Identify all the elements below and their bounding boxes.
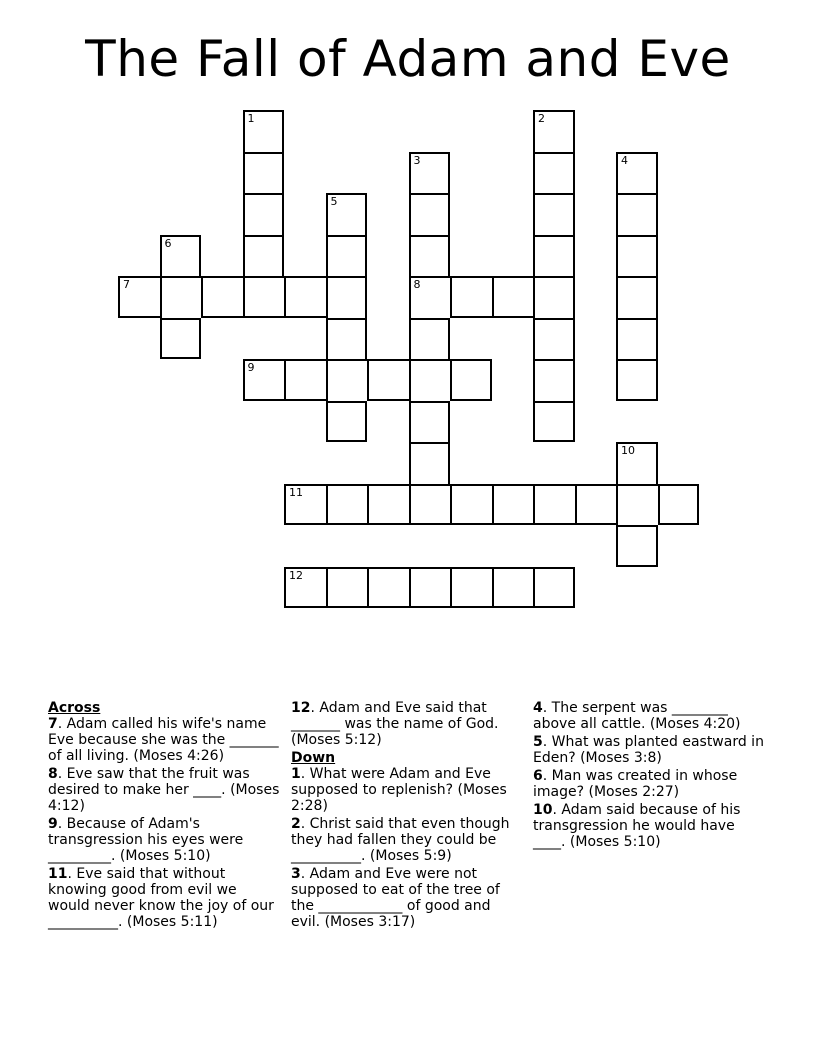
grid-cell[interactable] — [533, 276, 575, 318]
grid-cell[interactable] — [409, 484, 451, 526]
grid-cell[interactable] — [118, 276, 160, 318]
cell-number: 4 — [621, 153, 628, 167]
grid-cell[interactable] — [326, 359, 368, 401]
grid-cell[interactable] — [450, 484, 492, 526]
down-heading: Down — [291, 750, 336, 766]
clue-down-4: 4. The serpent was ________ above all cattle. (Moses 4:20) — [533, 700, 741, 732]
clue-number: 3 — [291, 866, 301, 882]
grid-cell[interactable] — [160, 318, 202, 360]
grid-cell[interactable] — [616, 235, 658, 277]
grid-cell[interactable] — [243, 359, 285, 401]
grid-cell[interactable] — [326, 484, 368, 526]
clue-text: Because of Adam's transgression his eyes were _________. (Moses 5:10) — [48, 816, 244, 864]
cell-number: 6 — [164, 236, 172, 250]
clue-down-1: 1. What were Adam and Eve supposed to replenish? (Moses 2:28) — [291, 766, 507, 814]
clue-number: 10 — [533, 802, 553, 818]
clue-down-5: 5. What was planted eastward in Eden? (Moses 3:8) — [533, 734, 764, 766]
clue-across-7: 7. Adam called his wife's name Eve because she was the _______ of all living. (Moses 4:26) — [48, 716, 279, 764]
clue-text: Eve saw that the fruit was desired to make her ____. (Moses 4:12) — [48, 766, 280, 814]
cell-number: 8 — [413, 278, 421, 291]
grid-cell[interactable] — [243, 235, 285, 277]
grid-cell[interactable] — [450, 359, 492, 401]
grid-cell[interactable] — [533, 318, 575, 360]
grid-cell[interactable] — [284, 276, 326, 318]
clue-text: What were Adam and Eve supposed to replenish? (Moses 2:28) — [291, 766, 507, 814]
grid-cell[interactable] — [409, 442, 451, 484]
grid-cell[interactable] — [533, 567, 575, 609]
grid-cell[interactable] — [367, 484, 409, 526]
grid-cell[interactable] — [616, 484, 658, 526]
clue-down-2: 2. Christ said that even though they had fallen they could be __________. (Moses 5:9) — [291, 816, 510, 864]
grid-cell[interactable] — [616, 193, 658, 235]
grid-cell[interactable] — [326, 193, 368, 235]
cell-number: 11 — [289, 485, 303, 499]
grid-cell[interactable] — [616, 152, 658, 194]
clue-text: Eve said that without knowing good from evil we would never know the joy of our __________. (Moses 5:11) — [48, 866, 274, 930]
clue-across-8: 8. Eve saw that the fruit was desired to make her ____. (Moses 4:12) — [48, 766, 280, 814]
grid-cell[interactable] — [326, 276, 368, 318]
grid-cell[interactable] — [409, 359, 451, 401]
cell-number: 2 — [538, 112, 545, 125]
grid-cell[interactable] — [492, 567, 534, 609]
clue-text: Man was created in whose image? (Moses 2:27) — [533, 768, 738, 800]
grid-cell[interactable] — [409, 401, 451, 443]
clue-column-1 — [48, 700, 280, 932]
clue-number: 6 — [533, 768, 543, 784]
grid-cell[interactable] — [492, 276, 534, 318]
cell-number: 9 — [247, 361, 255, 374]
grid-cell[interactable] — [616, 318, 658, 360]
clue-across-9: 9. Because of Adam's transgression his eyes were _________. (Moses 5:10) — [48, 816, 244, 864]
grid-cell[interactable] — [160, 276, 202, 318]
grid-cell[interactable] — [658, 484, 700, 526]
grid-cell[interactable] — [533, 484, 575, 526]
clue-text: Adam called his wife's name Eve because she was the _______ of all living. (Moses 4:26) — [48, 716, 279, 764]
clue-number: 4 — [533, 700, 543, 716]
grid-cell[interactable] — [243, 152, 285, 194]
clue-number: 11 — [48, 866, 68, 882]
grid-cell[interactable] — [409, 276, 451, 318]
grid-cell[interactable] — [409, 567, 451, 609]
grid-cell[interactable] — [326, 567, 368, 609]
grid-cell[interactable] — [326, 235, 368, 277]
clue-down-10: 10. Adam said because of his transgression he would have ____. (Moses 5:10) — [533, 802, 741, 850]
clue-number: 12 — [291, 700, 311, 716]
grid-cell[interactable] — [533, 193, 575, 235]
grid-cell[interactable] — [409, 152, 451, 194]
grid-cell[interactable] — [533, 110, 575, 152]
clue-number: 5 — [533, 734, 543, 750]
grid-cell[interactable] — [616, 442, 658, 484]
clue-across-11: 11. Eve said that without knowing good from evil we would never know the joy of our __________. (Moses 5:11) — [48, 866, 274, 930]
clue-down-3: 3. Adam and Eve were not supposed to eat of the tree of the ____________ of good and evil. (Moses 3:17) — [291, 866, 500, 930]
grid-cell[interactable] — [492, 484, 534, 526]
grid-cell[interactable] — [243, 110, 285, 152]
grid-cell[interactable] — [409, 235, 451, 277]
clue-number: 1 — [291, 766, 301, 782]
cell-number: 1 — [247, 112, 255, 125]
grid-cell[interactable] — [616, 276, 658, 318]
clue-text: Adam and Eve said that _______ was the name of God. (Moses 5:12) — [291, 700, 499, 748]
grid-cell[interactable] — [160, 235, 202, 277]
cell-number: 10 — [621, 444, 635, 457]
grid-cell[interactable] — [367, 567, 409, 609]
clue-text: The serpent was ________ above all cattle. (Moses 4:20) — [533, 700, 741, 732]
grid-cell[interactable] — [533, 359, 575, 401]
grid-cell[interactable] — [284, 567, 326, 609]
grid-cell[interactable] — [409, 318, 451, 360]
grid-cell[interactable] — [616, 525, 658, 567]
clue-down-6: 6. Man was created in whose image? (Moses 2:27) — [533, 768, 738, 800]
grid-cell[interactable] — [326, 318, 368, 360]
grid-cell[interactable] — [367, 359, 409, 401]
grid-cell[interactable] — [533, 152, 575, 194]
clue-number: 7 — [48, 716, 58, 732]
clue-number: 2 — [291, 816, 301, 832]
cell-number: 12 — [289, 568, 303, 582]
clue-across-12: 12. Adam and Eve said that _______ was the name of God. (Moses 5:12) — [291, 700, 499, 748]
grid-cell[interactable] — [284, 484, 326, 526]
grid-cell[interactable] — [284, 359, 326, 401]
puzzle-title: The Fall of Adam and Eve — [85, 30, 731, 88]
clue-text: What was planted eastward in Eden? (Moses 3:8) — [533, 734, 764, 766]
clue-text: Adam and Eve were not supposed to eat of the tree of the ____________ of good and evil. (Moses 3:17) — [291, 866, 500, 930]
grid-cell[interactable] — [450, 567, 492, 609]
cell-number: 3 — [413, 153, 421, 167]
clue-text: Adam said because of his transgression he would have ____. (Moses 5:10) — [533, 802, 741, 850]
grid-cell[interactable] — [326, 401, 368, 443]
clue-text: Christ said that even though they had fallen they could be __________. (Moses 5:9) — [291, 816, 510, 864]
grid-cell[interactable] — [409, 193, 451, 235]
cell-number: 5 — [330, 195, 338, 208]
clue-number: 8 — [48, 766, 58, 782]
clue-column-3 — [533, 700, 765, 852]
across-heading: Across — [48, 700, 101, 716]
grid-cell[interactable] — [201, 276, 243, 318]
grid-cell[interactable] — [533, 401, 575, 443]
grid-cell[interactable] — [533, 235, 575, 277]
clue-number: 9 — [48, 816, 58, 832]
grid-cell[interactable] — [616, 359, 658, 401]
grid-cell[interactable] — [450, 276, 492, 318]
clue-column-2 — [291, 700, 523, 932]
grid-cell[interactable] — [243, 276, 285, 318]
cell-number: 7 — [123, 278, 130, 291]
grid-cell[interactable] — [243, 193, 285, 235]
grid-cell[interactable] — [575, 484, 617, 526]
